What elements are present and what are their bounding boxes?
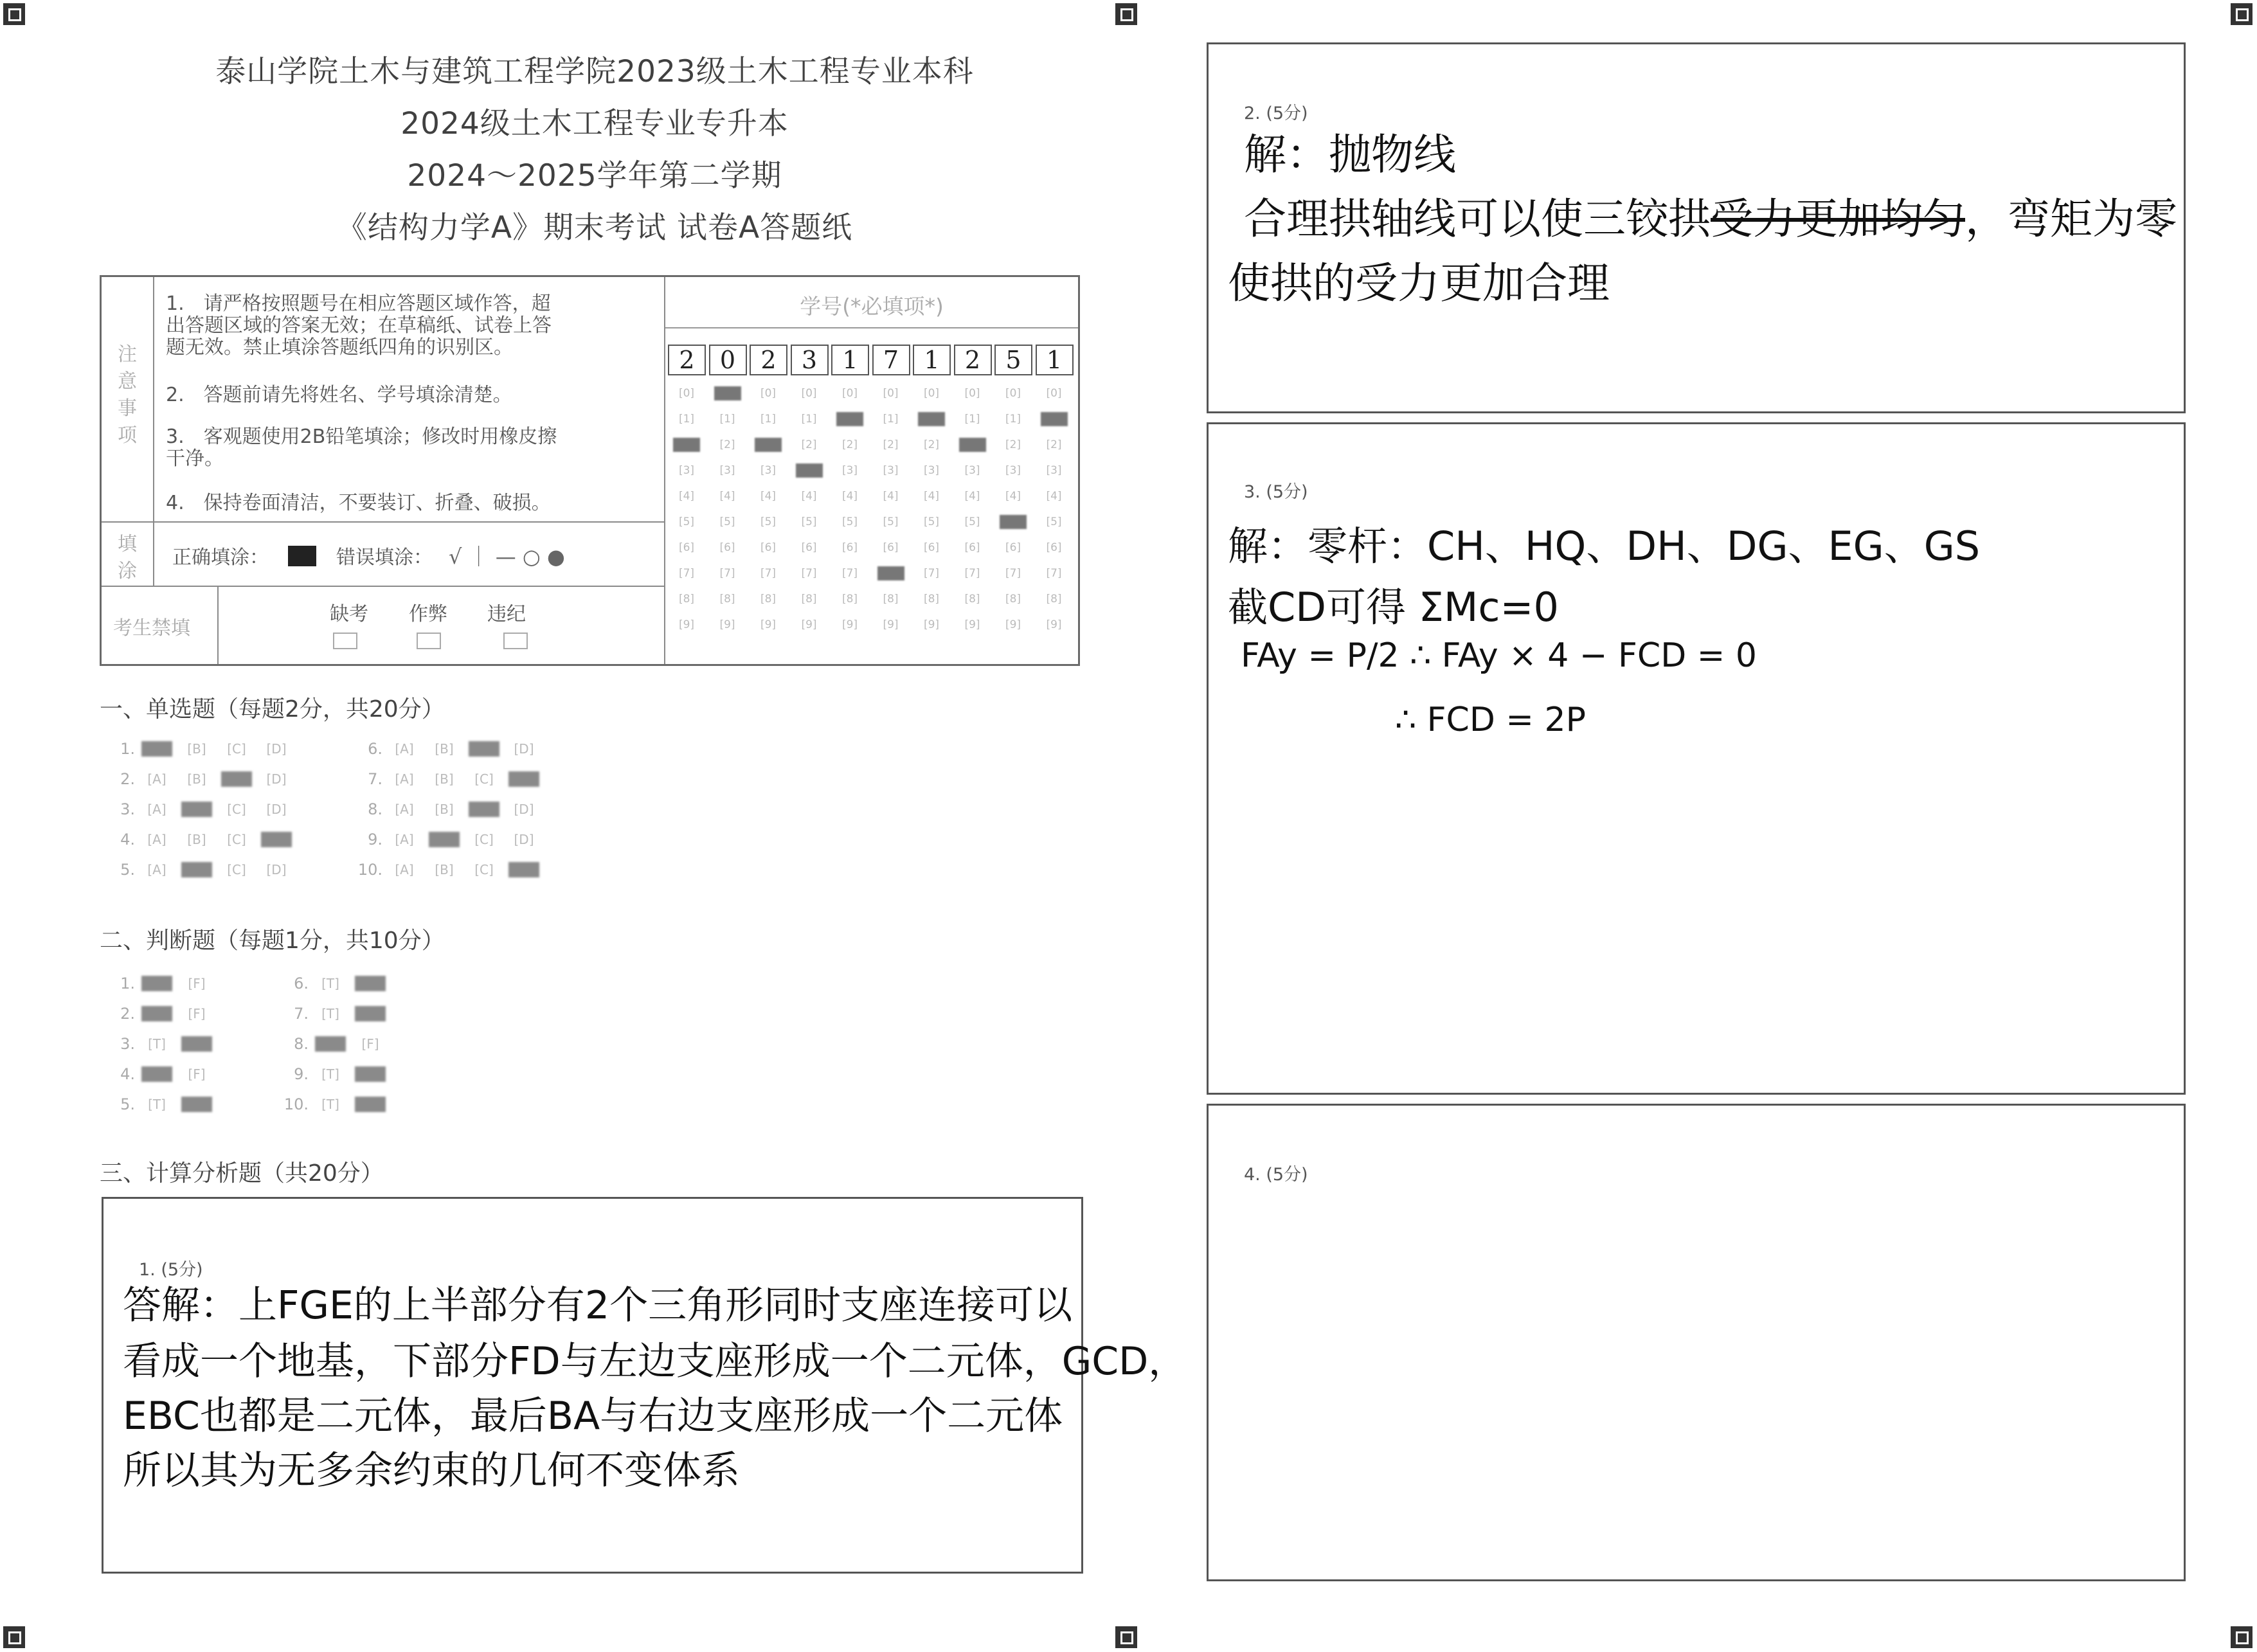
student-id-bubble[interactable]: [4] xyxy=(841,490,858,503)
student-id-bubble[interactable]: [6] xyxy=(760,541,777,554)
answer-bubble[interactable]: [F] xyxy=(188,1006,206,1021)
student-id-bubble[interactable]: [2] xyxy=(923,438,940,451)
q2-answer-line-2b: 受力更加均匀 xyxy=(1711,194,1965,244)
student-id-bubble[interactable]: [6] xyxy=(801,541,817,554)
q1-answer-line-1: 答解：上FGE的上半部分有2个三角形同时支座连接可以 xyxy=(123,1283,1073,1328)
student-id-bubble[interactable]: [6] xyxy=(1046,541,1062,554)
student-id-bubble[interactable]: [8] xyxy=(923,593,940,606)
header-line-1: 泰山学院土木与建筑工程学院2023级土木工程专业本科 xyxy=(215,54,974,89)
header-line-2: 2024级土木工程专业专升本 xyxy=(400,106,789,141)
student-id-bubble[interactable]: [0] xyxy=(923,387,940,400)
registration-mark-bottom-center xyxy=(1115,1626,1137,1648)
answer-bubble[interactable]: [T] xyxy=(148,1097,166,1112)
header-line-4: 《结构力学A》期末考试 试卷A答题纸 xyxy=(336,210,853,246)
student-id-bubble[interactable]: [4] xyxy=(801,490,817,503)
student-id-digit-cell: 5 xyxy=(994,345,1032,375)
prohibited-cheating: 作弊 xyxy=(409,603,447,625)
answer-bubble[interactable] xyxy=(181,862,212,877)
student-id-bubble[interactable] xyxy=(714,386,741,400)
student-id-bubble[interactable]: [5] xyxy=(841,516,858,528)
question-number: 2. xyxy=(120,770,135,788)
q1-answer-line-4: 所以其为无多余约束的几何不变体系 xyxy=(123,1448,740,1493)
answer-bubble[interactable] xyxy=(355,1006,386,1021)
registration-mark-bottom-left xyxy=(3,1626,25,1648)
student-id-digit-cell: 1 xyxy=(913,345,951,375)
answer-bubble[interactable]: [A] xyxy=(147,862,166,877)
fill-correct-sample xyxy=(288,546,316,566)
prohibited-absent: 缺考 xyxy=(330,603,368,625)
header-line-3: 2024～2025学年第二学期 xyxy=(407,158,782,193)
question-number: 1. xyxy=(120,974,135,992)
student-id-digit-cell: 2 xyxy=(750,345,787,375)
student-id-bubble[interactable]: [7] xyxy=(841,567,858,580)
student-id-bubble[interactable]: [2] xyxy=(883,438,899,451)
notice-item-2: 2. 答题前请先将姓名、学号填涂清楚。 xyxy=(166,384,512,406)
student-id-digit-cell: 1 xyxy=(1036,345,1074,375)
student-id-bubble[interactable]: [2] xyxy=(1046,438,1062,451)
answer-bubble[interactable] xyxy=(181,1036,212,1052)
student-id-bubble[interactable]: [4] xyxy=(883,490,899,503)
student-id-bubble[interactable]: [0] xyxy=(678,387,695,400)
question-number: 7. xyxy=(294,1005,309,1023)
q2-answer-box[interactable] xyxy=(1207,42,2186,413)
student-id-bubble[interactable]: [2] xyxy=(801,438,817,451)
student-id-bubble[interactable]: [8] xyxy=(841,593,858,606)
student-id-bubble[interactable]: [4] xyxy=(923,490,940,503)
notice-label: 注意事项 xyxy=(118,343,137,447)
answer-bubble[interactable] xyxy=(261,832,292,847)
student-id-bubble[interactable]: [0] xyxy=(1046,387,1062,400)
answer-bubble[interactable] xyxy=(508,771,539,787)
q2-label: 2. (5分) xyxy=(1244,103,1308,123)
answer-bubble[interactable]: [B] xyxy=(435,771,454,787)
answer-bubble[interactable]: [D] xyxy=(266,741,287,757)
answer-bubble[interactable] xyxy=(221,771,252,787)
answer-bubble[interactable]: [F] xyxy=(188,976,206,991)
student-id-digit-cell: 3 xyxy=(791,345,829,375)
notice-item-4: 4. 保持卷面清洁，不要装订、折叠、破损。 xyxy=(166,492,551,514)
q2-answer-line-2 xyxy=(1244,184,2177,246)
student-id-bubble[interactable]: [7] xyxy=(719,567,735,580)
student-id-bubble[interactable]: [4] xyxy=(964,490,980,503)
student-id-bubble[interactable]: [7] xyxy=(1046,567,1062,580)
q3-answer-line-2: 截CD可得 ΣMc=0 xyxy=(1228,584,1559,631)
answer-bubble[interactable] xyxy=(469,802,499,817)
student-id-bubble[interactable]: [4] xyxy=(678,490,695,503)
student-id-bubble[interactable]: [2] xyxy=(1005,438,1021,451)
fill-label: 填涂 xyxy=(118,533,137,582)
student-id-bubble[interactable]: [2] xyxy=(719,438,735,451)
q3-label: 3. (5分) xyxy=(1244,482,1308,502)
student-id-bubble[interactable]: [5] xyxy=(883,516,899,528)
student-id-bubble[interactable]: [9] xyxy=(841,618,858,631)
student-id-bubble[interactable]: [9] xyxy=(678,618,695,631)
answer-bubble[interactable] xyxy=(141,1066,172,1082)
info-box xyxy=(100,275,1080,666)
answer-bubble[interactable]: [A] xyxy=(147,832,166,847)
answer-bubble[interactable]: [T] xyxy=(321,1006,339,1021)
student-id-bubble[interactable]: [5] xyxy=(801,516,817,528)
answer-bubble[interactable]: [A] xyxy=(395,832,414,847)
q2-answer-line-2c: ，弯矩为零 xyxy=(1965,194,2177,244)
question-number: 7. xyxy=(368,770,382,788)
student-id-bubble[interactable]: [0] xyxy=(841,387,858,400)
answer-bubble[interactable] xyxy=(355,1066,386,1082)
student-id-bubble[interactable]: [7] xyxy=(801,567,817,580)
fill-wrong-label: 错误填涂： xyxy=(336,546,433,569)
answer-bubble[interactable]: [C] xyxy=(227,832,246,847)
answer-bubble[interactable]: [B] xyxy=(435,862,454,877)
student-id-bubble[interactable]: [9] xyxy=(964,618,980,631)
q4-label: 4. (5分) xyxy=(1244,1165,1308,1185)
violation-checkbox[interactable] xyxy=(503,633,528,649)
student-id-bubble[interactable]: [0] xyxy=(964,387,980,400)
answer-bubble[interactable] xyxy=(141,741,172,757)
student-id-bubble[interactable]: [9] xyxy=(760,618,777,631)
answer-bubble[interactable] xyxy=(141,1006,172,1021)
student-id-bubble[interactable]: [9] xyxy=(719,618,735,631)
registration-mark-top-right xyxy=(2231,3,2253,25)
student-id-bubble[interactable]: [6] xyxy=(678,541,695,554)
student-id-bubble[interactable]: [7] xyxy=(678,567,695,580)
answer-bubble[interactable] xyxy=(181,802,212,817)
student-id-bubble[interactable]: [1] xyxy=(678,413,695,426)
student-id-bubble[interactable] xyxy=(796,463,823,478)
answer-bubble[interactable]: [T] xyxy=(321,1066,339,1082)
answer-bubble[interactable]: [C] xyxy=(227,802,246,817)
student-id-bubble[interactable] xyxy=(836,412,863,426)
student-id-digit-cell: 2 xyxy=(668,345,706,375)
student-id-bubble[interactable]: [9] xyxy=(923,618,940,631)
student-id-bubble[interactable]: [8] xyxy=(1046,593,1062,606)
student-id-bubble[interactable]: [3] xyxy=(760,464,777,477)
student-id-digit-cell: 0 xyxy=(709,345,747,375)
student-id-bubble[interactable]: [8] xyxy=(760,593,777,606)
answer-bubble[interactable]: [F] xyxy=(188,1066,206,1082)
answer-bubble[interactable]: [D] xyxy=(514,741,534,757)
answer-bubble[interactable]: [D] xyxy=(266,771,287,787)
answer-bubble[interactable]: [C] xyxy=(227,862,246,877)
fill-wrong-marks: √ ｜ — ○ ● xyxy=(449,544,565,569)
answer-bubble[interactable]: [C] xyxy=(474,862,494,877)
student-id-bubble[interactable]: [9] xyxy=(883,618,899,631)
student-id-bubble[interactable]: [0] xyxy=(1005,387,1021,400)
student-id-block xyxy=(665,277,1078,664)
student-id-bubble[interactable] xyxy=(918,412,945,426)
student-id-bubble[interactable]: [4] xyxy=(760,490,777,503)
question-number: 9. xyxy=(368,830,382,848)
notice-item-3b: 干净。 xyxy=(166,447,224,470)
answer-bubble[interactable]: [C] xyxy=(474,832,494,847)
student-id-bubble[interactable]: [1] xyxy=(760,413,777,426)
answer-bubble[interactable] xyxy=(181,1097,212,1112)
student-id-bubble[interactable]: [1] xyxy=(1005,413,1021,426)
section2-title: 二、判断题（每题1分，共10分） xyxy=(100,928,445,954)
student-id-bubble[interactable] xyxy=(755,438,782,452)
student-id-bubble[interactable]: [6] xyxy=(923,541,940,554)
notice-item-3a: 3. 客观题使用2B铅笔填涂；修改时用橡皮擦 xyxy=(166,426,557,448)
section1-title: 一、单选题（每题2分，共20分） xyxy=(100,696,445,723)
q2-answer-line-3: 使拱的受力更加合理 xyxy=(1228,258,1610,308)
absent-checkbox[interactable] xyxy=(333,633,357,649)
q2-answer-line-2a: 合理拱轴线可以使三铰拱 xyxy=(1244,194,1711,244)
student-id-digit-cell: 2 xyxy=(954,345,992,375)
student-id-bubble[interactable]: [5] xyxy=(760,516,777,528)
student-id-bubble[interactable]: [0] xyxy=(801,387,817,400)
student-id-bubble[interactable]: [5] xyxy=(923,516,940,528)
question-number: 8. xyxy=(294,1035,309,1053)
q4-answer-box[interactable] xyxy=(1207,1104,2186,1581)
student-id-bubble[interactable]: [9] xyxy=(1046,618,1062,631)
answer-bubble[interactable]: [D] xyxy=(266,862,287,877)
student-id-bubble[interactable]: [3] xyxy=(964,464,980,477)
question-number: 4. xyxy=(120,1065,135,1083)
answer-bubble[interactable]: [C] xyxy=(227,741,246,757)
question-number: 3. xyxy=(120,800,135,818)
q3-answer-line-1: 解：零杆：CH、HQ、DH、DG、EG、GS xyxy=(1228,523,1981,570)
answer-bubble[interactable]: [T] xyxy=(321,976,339,991)
student-id-bubble[interactable]: [5] xyxy=(678,516,695,528)
student-id-bubble[interactable]: [3] xyxy=(883,464,899,477)
answer-bubble[interactable] xyxy=(429,832,460,847)
q1-label: 1. (5分) xyxy=(139,1260,203,1280)
student-id-bubble[interactable]: [3] xyxy=(1005,464,1021,477)
notice-item-1c: 题无效。禁止填涂答题纸四角的识别区。 xyxy=(166,336,513,359)
question-number: 8. xyxy=(368,800,382,818)
answer-bubble[interactable]: [D] xyxy=(514,802,534,817)
student-id-bubble[interactable]: [7] xyxy=(964,567,980,580)
student-id-bubble[interactable] xyxy=(673,438,700,452)
student-id-bubble[interactable]: [7] xyxy=(760,567,777,580)
student-id-bubble[interactable]: [0] xyxy=(760,387,777,400)
question-number: 10. xyxy=(357,861,382,879)
answer-bubble[interactable] xyxy=(469,741,499,757)
answer-bubble[interactable]: [B] xyxy=(187,832,206,847)
student-id-bubble[interactable]: [5] xyxy=(719,516,735,528)
answer-bubble[interactable]: [B] xyxy=(187,771,206,787)
answer-bubble[interactable]: [D] xyxy=(266,802,287,817)
student-id-bubble[interactable]: [4] xyxy=(1046,490,1062,503)
student-id-bubble[interactable] xyxy=(1041,412,1068,426)
student-id-bubble[interactable]: [6] xyxy=(841,541,858,554)
student-id-bubble[interactable]: [3] xyxy=(1046,464,1062,477)
student-id-title: 学号(*必填项*) xyxy=(800,294,944,319)
student-id-bubble[interactable]: [8] xyxy=(678,593,695,606)
student-id-bubble[interactable]: [1] xyxy=(964,413,980,426)
student-id-bubble[interactable]: [8] xyxy=(801,593,817,606)
student-id-bubble[interactable]: [9] xyxy=(801,618,817,631)
prohibited-violation: 违纪 xyxy=(487,603,526,625)
answer-bubble[interactable] xyxy=(315,1036,346,1052)
answer-bubble[interactable] xyxy=(141,976,172,991)
answer-bubble[interactable]: [A] xyxy=(395,771,414,787)
question-number: 4. xyxy=(120,830,135,848)
answer-bubble[interactable]: [C] xyxy=(474,771,494,787)
q2-answer-line-1: 解：抛物线 xyxy=(1244,130,1456,179)
question-number: 9. xyxy=(294,1065,309,1083)
student-id-bubble[interactable]: [5] xyxy=(1046,516,1062,528)
answer-bubble[interactable]: [T] xyxy=(321,1097,339,1112)
student-id-bubble[interactable]: [0] xyxy=(883,387,899,400)
student-id-bubble[interactable]: [7] xyxy=(1005,567,1021,580)
answer-bubble[interactable]: [T] xyxy=(148,1036,166,1052)
student-id-bubble[interactable]: [1] xyxy=(801,413,817,426)
student-id-bubble[interactable]: [8] xyxy=(1005,593,1021,606)
student-id-bubble[interactable]: [6] xyxy=(1005,541,1021,554)
student-id-bubble[interactable]: [6] xyxy=(964,541,980,554)
question-number: 3. xyxy=(120,1035,135,1053)
student-id-bubble[interactable]: [3] xyxy=(841,464,858,477)
student-id-bubble[interactable]: [3] xyxy=(923,464,940,477)
q1-answer-box[interactable] xyxy=(102,1197,1187,1574)
answer-bubble[interactable] xyxy=(508,862,539,877)
student-id-bubble[interactable]: [3] xyxy=(719,464,735,477)
student-id-bubble[interactable] xyxy=(1000,515,1027,529)
answer-bubble[interactable]: [A] xyxy=(395,741,414,757)
answer-bubble[interactable]: [A] xyxy=(147,771,166,787)
question-number: 1. xyxy=(120,740,135,758)
student-id-bubble[interactable]: [6] xyxy=(719,541,735,554)
student-id-bubble[interactable] xyxy=(959,438,986,452)
fill-correct-label: 正确填涂： xyxy=(172,546,269,569)
answer-bubble[interactable]: [F] xyxy=(361,1036,379,1052)
student-id-bubble[interactable] xyxy=(877,566,904,580)
answer-bubble[interactable]: [B] xyxy=(435,741,454,757)
notice-item-1a: 1. 请严格按照题号在相应答题区域作答，超 xyxy=(166,292,551,315)
q3-answer-line-3: FAy = P/2 ∴ FAy × 4 − FCD = 0 xyxy=(1241,636,1757,675)
registration-mark-bottom-right xyxy=(2231,1626,2253,1648)
student-id-bubble[interactable]: [8] xyxy=(719,593,735,606)
q1-answer-line-2: 看成一个地基，下部分FD与左边支座形成一个二元体，GCD， xyxy=(123,1339,1187,1384)
q3-answer-box[interactable] xyxy=(1207,422,2186,1095)
notice-item-1b: 出答题区域的答案无效；在草稿纸、试卷上答 xyxy=(166,314,552,337)
answer-bubble[interactable]: [A] xyxy=(395,802,414,817)
registration-mark-top-center xyxy=(1115,3,1137,25)
answer-bubble[interactable] xyxy=(355,1097,386,1112)
q1-answer-line-3: EBC也都是二元体，最后BA与右边支座形成一个二元体 xyxy=(123,1394,1063,1439)
question-number: 5. xyxy=(120,1095,135,1113)
student-id-bubble[interactable]: [4] xyxy=(719,490,735,503)
answer-bubble[interactable] xyxy=(355,976,386,991)
student-id-bubble[interactable]: [1] xyxy=(719,413,735,426)
student-id-bubble[interactable]: [9] xyxy=(1005,618,1021,631)
student-id-bubble[interactable]: [4] xyxy=(1005,490,1021,503)
answer-bubble[interactable]: [B] xyxy=(187,741,206,757)
registration-mark-top-left xyxy=(3,3,25,25)
student-id-bubble[interactable]: [3] xyxy=(678,464,695,477)
student-id-digit-cell: 7 xyxy=(872,345,910,375)
answer-bubble[interactable]: [D] xyxy=(514,832,534,847)
student-id-bubble[interactable]: [2] xyxy=(841,438,858,451)
student-id-bubble[interactable]: [7] xyxy=(923,567,940,580)
answer-bubble[interactable]: [A] xyxy=(395,862,414,877)
question-number: 2. xyxy=(120,1005,135,1023)
student-id-bubble[interactable]: [5] xyxy=(964,516,980,528)
prohibited-label: 考生禁填 xyxy=(113,617,190,640)
question-number: 6. xyxy=(294,974,309,992)
section3-title: 三、计算分析题（共20分） xyxy=(100,1160,384,1187)
student-id-bubble[interactable]: [6] xyxy=(883,541,899,554)
cheating-checkbox[interactable] xyxy=(417,633,441,649)
answer-bubble[interactable]: [B] xyxy=(435,802,454,817)
answer-bubble[interactable]: [A] xyxy=(147,802,166,817)
q3-answer-line-4: ∴ FCD = 2P xyxy=(1395,701,1586,739)
question-number: 6. xyxy=(368,740,382,758)
student-id-bubble[interactable]: [8] xyxy=(883,593,899,606)
question-number: 10. xyxy=(283,1095,309,1113)
student-id-bubble[interactable]: [8] xyxy=(964,593,980,606)
student-id-bubble[interactable]: [1] xyxy=(883,413,899,426)
student-id-digit-cell: 1 xyxy=(831,345,869,375)
question-number: 5. xyxy=(120,861,135,879)
